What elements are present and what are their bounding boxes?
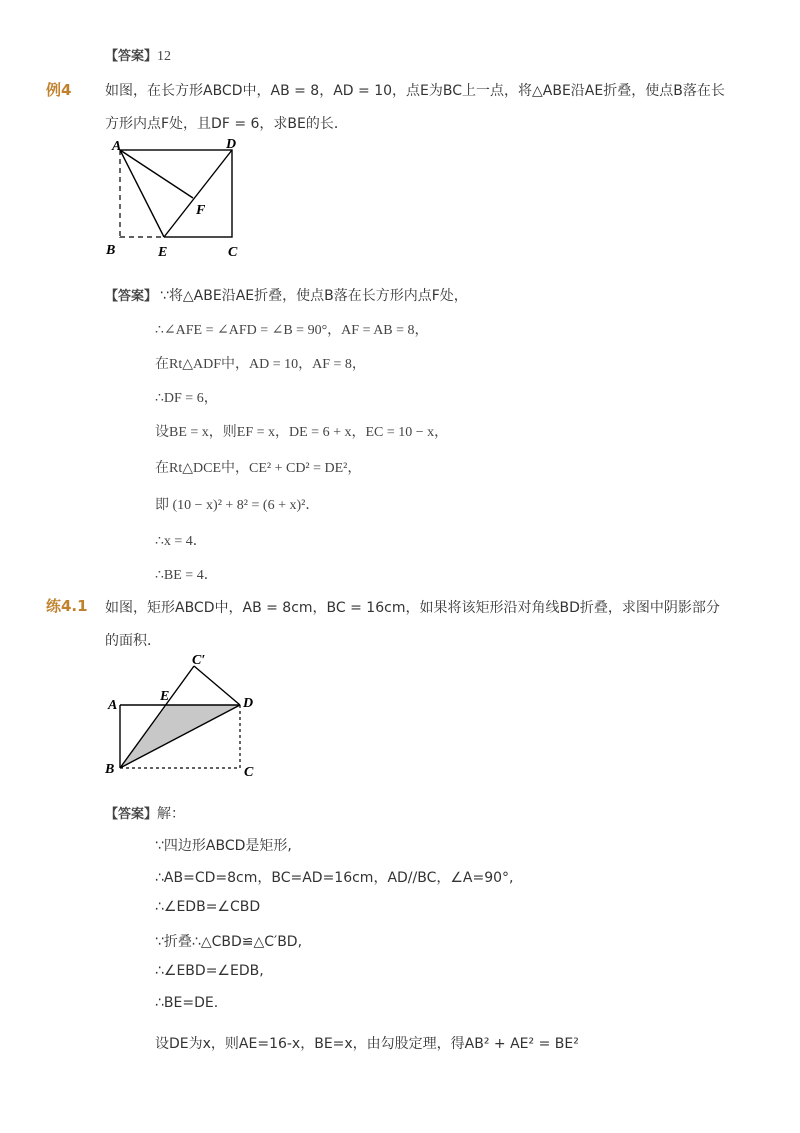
example-4-step-5: 设BE = x，则EF = x，DE = 6 + x，EC = 10 − x， bbox=[155, 425, 449, 440]
practice-4-1-answer-label: 【答案】 bbox=[105, 807, 158, 822]
practice-4-1-step-4: ∵折叠∴△CBD≌△C′BD, bbox=[155, 934, 303, 950]
example-4-answer-label: 【答案】 bbox=[105, 289, 158, 304]
label-E: E bbox=[160, 689, 170, 704]
example-4-step-1: ∵将△ABE沿AE折叠，使点B落在长方形内点F处， bbox=[160, 288, 468, 304]
practice-4-1-question-line1: 如图，矩形ABCD中，AB = 8cm，BC = 16cm，如果将该矩形沿对角线BD折叠，求图中阴影部分 bbox=[105, 600, 720, 616]
practice-4-1-answer-line bbox=[105, 803, 185, 823]
practice-4-1-figure bbox=[100, 650, 270, 785]
answer-label: 【答案】 bbox=[105, 49, 158, 64]
example-4-step-4: ∴DF = 6， bbox=[155, 391, 218, 406]
example-4-step-2: ∴∠AFE = ∠AFD = ∠B = 90°，AF = AB = 8， bbox=[155, 323, 429, 338]
practice-4-1-step-7: 设DE为x，则AE=16-x，BE=x，由勾股定理，得AB² + AE² = BE² bbox=[155, 1036, 579, 1052]
example-4-question-line1: 如图，在长方形ABCD中，AB = 8，AD = 10，点E为BC上一点，将△ABE沿AE折叠，使点B落在长 bbox=[105, 83, 725, 99]
practice-4-1-step-3: ∴∠EDB=∠CBD bbox=[155, 899, 261, 915]
example-4-figure bbox=[100, 136, 250, 261]
label-E: E bbox=[158, 245, 168, 260]
label-B: B bbox=[106, 243, 116, 258]
label-C: C bbox=[244, 765, 254, 780]
practice-4-1-tag: 练4.1 bbox=[46, 597, 88, 615]
example-4-step-6: 在Rt△DCE中，CE² + CD² = DE²， bbox=[155, 461, 362, 476]
top-answer bbox=[105, 45, 171, 65]
example-4-tag: 例4 bbox=[46, 81, 72, 99]
practice-4-1-step-1: ∵四边形ABCD是矩形, bbox=[155, 838, 292, 854]
label-C: C bbox=[228, 245, 238, 260]
practice-4-1-step-6: ∴BE=DE. bbox=[155, 995, 219, 1011]
answer-value: 12 bbox=[157, 49, 172, 64]
practice-4-1-question-line2: 的面积． bbox=[105, 633, 161, 649]
label-A: A bbox=[108, 698, 118, 713]
practice-4-1-answer-intro: 解： bbox=[157, 806, 186, 822]
example-4-step-9: ∴BE = 4． bbox=[155, 568, 218, 583]
example-4-step-7: 即 (10 − x)² + 8² = (6 + x)²． bbox=[155, 498, 320, 513]
example-4-step-8: ∴x = 4． bbox=[155, 534, 207, 549]
example-4-step-3: 在Rt△ADF中，AD = 10，AF = 8， bbox=[155, 357, 366, 372]
label-A: A bbox=[112, 139, 122, 154]
label-B: B bbox=[105, 762, 115, 777]
label-D: D bbox=[243, 696, 254, 711]
label-C-prime: C′ bbox=[192, 653, 206, 668]
example-4-question-line2: 方形内点F处，且DF = 6，求BE的长． bbox=[105, 116, 348, 132]
label-F: F bbox=[196, 203, 206, 218]
practice-4-1-step-2: ∴AB=CD=8cm，BC=AD=16cm，AD//BC，∠A=90°, bbox=[155, 870, 514, 886]
label-D: D bbox=[226, 137, 237, 152]
practice-4-1-step-5: ∴∠EBD=∠EDB, bbox=[155, 963, 264, 979]
